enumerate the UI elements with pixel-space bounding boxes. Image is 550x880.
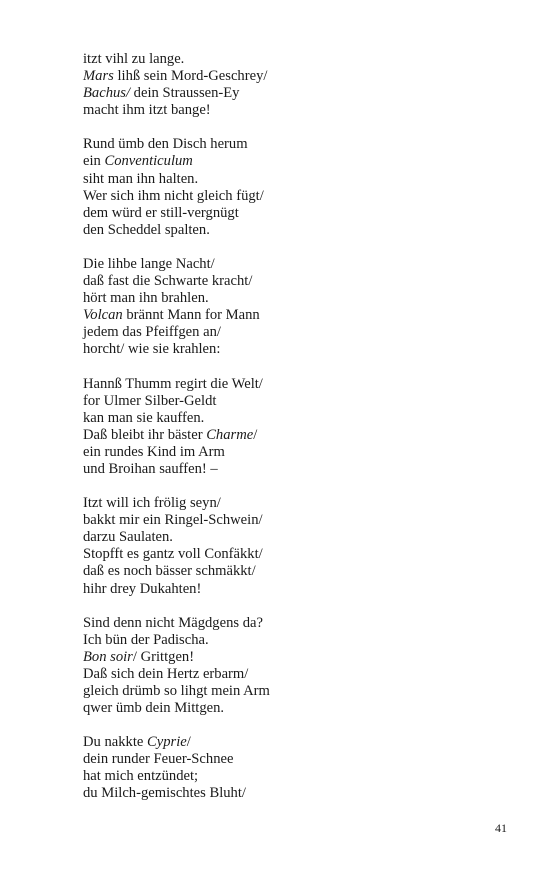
poem-line [83,307,503,324]
poem-line [83,188,503,205]
poem-line [83,683,503,700]
stanza [83,51,503,119]
poem-line [83,666,503,683]
poem-line [83,546,503,563]
stanza [83,734,503,802]
poem-line [83,136,503,153]
text-segment: darzu Saulaten. [83,529,173,546]
poem-line [83,153,503,170]
text-segment: dein runder Feuer-Schnee [83,751,234,768]
poem-line [83,734,503,751]
text-segment: Sind denn nicht Mägdgens da? [83,614,263,631]
text-segment: jedem das Pfeiffgen an/ [83,324,221,341]
poem-line [83,785,503,802]
text-segment: / Grittgen! [132,648,195,665]
italic-text: Bon soir [83,648,133,665]
poem-line [83,444,503,461]
poem-line [83,512,503,529]
poem-line [83,273,503,290]
text-segment: daß fast die Schwarte kracht/ [83,273,253,290]
text-segment: Ich bün der Padischa. [83,631,209,648]
poem-line [83,649,503,666]
stanza [83,615,503,718]
poem-line [83,410,503,427]
italic-text: Conventiculum [104,153,193,170]
text-segment: hihr drey Dukahten! [83,580,202,597]
poem-line [83,85,503,102]
poem-line [83,632,503,649]
text-segment: hört man ihn brahlen. [83,290,209,307]
text-segment: gleich drümb so lihgt mein Arm [83,683,270,699]
text-segment: / [253,426,258,443]
italic-text: Mars [83,68,114,85]
italic-text: Volcan [83,307,123,324]
text-segment: Stopfft es gantz voll Confäkkt/ [83,546,263,563]
stanza [83,376,503,479]
text-segment: du Milch-gemischtes Bluht/ [83,785,246,802]
text-segment: itzt vihl zu lange. [83,51,185,67]
text-segment: brännt Mann for Mann [122,307,260,324]
text-segment: ein [83,153,105,170]
text-segment: den Scheddel spalten. [83,221,210,238]
poem-line [83,563,503,580]
poem-line [83,461,503,478]
text-segment: / [186,734,191,751]
poem-line [83,768,503,785]
text-segment: daß es noch bässer schmäkkt/ [83,563,256,580]
poem-line [83,205,503,222]
poem-line [83,376,503,393]
text-segment: ein rundes Kind im Arm [83,443,225,460]
poem-line [83,495,503,512]
text-segment: dein Straussen-Ey [130,85,240,102]
text-segment: siht man ihn halten. [83,170,199,187]
poem-line [83,341,503,358]
text-segment: Wer sich ihm nicht gleich fügt/ [83,187,264,204]
text-segment: Hannß Thumm regirt die Welt/ [83,375,263,392]
poem-line [83,751,503,768]
poem-line [83,700,503,717]
text-segment: Daß bleibt ihr bäster [83,426,207,443]
text-segment: bakkt mir ein Ringel-Schwein/ [83,512,263,529]
poem-line [83,427,503,444]
text-segment: kan man sie kauffen. [83,409,205,426]
text-segment: horcht/ wie sie krahlen: [83,341,221,358]
poem-line [83,68,503,85]
text-segment: Rund ümb den Disch herum [83,136,248,153]
poem-text [83,51,503,820]
text-segment: Die lihbe lange Nacht/ [83,255,215,272]
text-segment: qwer ümb dein Mittgen. [83,700,225,717]
text-segment: Daß sich dein Hertz erbarm/ [83,665,249,682]
text-segment: lihß sein Mord-Geschrey/ [113,68,268,85]
poem-line [83,581,503,598]
italic-text: Cyprie [147,734,187,751]
page-number: 41 [495,821,507,835]
poem-line [83,529,503,546]
poem-line [83,393,503,410]
poem-line [83,256,503,273]
poem-line [83,615,503,632]
italic-text: Charme [206,426,254,443]
stanza [83,256,503,359]
text-segment: dem würd er still-vergnügt [83,204,239,221]
text-segment: macht ihm itzt bange! [83,102,211,119]
text-segment: for Ulmer Silber-Geldt [83,392,217,409]
poem-line [83,324,503,341]
poem-line [83,290,503,307]
text-segment: Du nakkte [83,734,148,751]
stanza [83,495,503,598]
text-segment: Itzt will ich frölig seyn/ [83,495,221,512]
text-segment: hat mich entzündet; [83,768,199,785]
text-segment: und Broihan sauffen! – [83,460,218,477]
poem-line [83,171,503,188]
poem-line [83,222,503,239]
poem-line [83,51,503,68]
poem-line [83,102,503,119]
stanza [83,136,503,239]
italic-text: Bachus/ [83,85,131,102]
